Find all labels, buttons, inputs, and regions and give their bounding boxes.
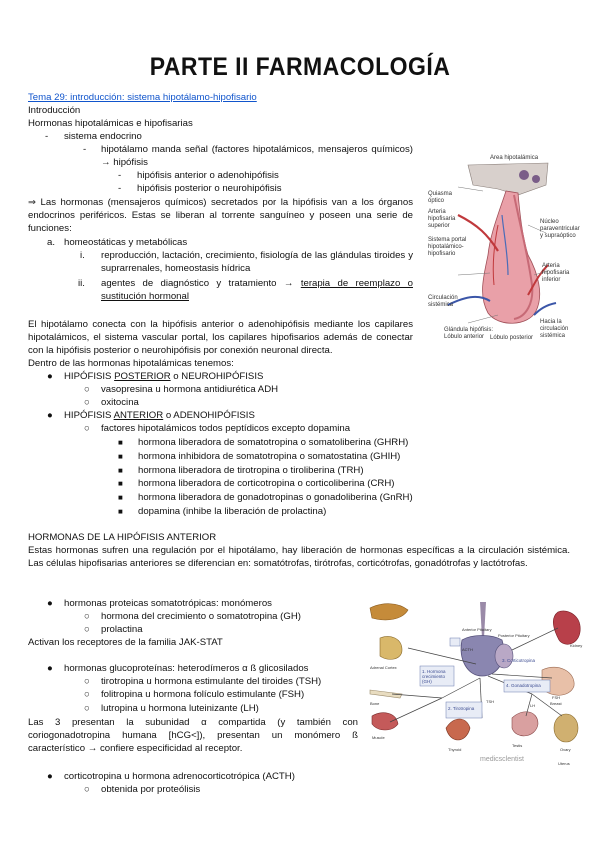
figure-label: Ovary bbox=[560, 747, 571, 752]
figure-label: Area hipotalámica bbox=[490, 155, 539, 161]
hypothalamus-item: hipotálamo manda señal (factores hipotalámicos, mensajeros químicos) → hipófisis bbox=[101, 144, 413, 168]
connection-paragraph: El hipotálamo conecta con la hipófisis anterior o adenohipófisis mediante los capilares hipotalámicos, el sistema vascular portal, los capilares hipofisarios además de conectar con la hipófisis posterior o neurohipófisis por conexión neuronal directa. bbox=[28, 319, 413, 356]
figure-label: LH bbox=[530, 703, 536, 708]
figure-label: Thyroid bbox=[448, 747, 462, 752]
within-heading: Dentro de las hormonas hipotalámicas tenemos: bbox=[28, 358, 234, 369]
anterior-heading-a: HIPÓFISIS bbox=[64, 410, 114, 421]
endocrine-item: sistema endocrino bbox=[64, 131, 142, 142]
bullet: ● bbox=[47, 371, 53, 382]
proteic-item: hormona del crecimiento o somatotropina (GH) bbox=[101, 611, 301, 622]
figure-label: 4. Gonadotropina bbox=[506, 683, 541, 688]
glyco-item: folitropina u hormona folículo estimulante (FSH) bbox=[101, 689, 305, 700]
circle-bullet: ○ bbox=[84, 423, 90, 434]
glyco-item: tirotropina u hormona estimulante del tiroides (TSH) bbox=[101, 676, 322, 687]
topic-link[interactable]: Tema 29: introducción: sistema hipotálamo-hipofisario bbox=[28, 92, 257, 103]
hormones-paragraph: ⇒ Las hormonas (mensajeros químicos) secretados por la hipófisis van a los órganos endocrinos periféricos. Estas se liberan al torrente sanguíneo y poseen una serie de funciones: bbox=[28, 197, 413, 234]
circle-bullet: ○ bbox=[84, 784, 90, 795]
circle-bullet: ○ bbox=[84, 689, 90, 700]
intro-heading: Introducción bbox=[28, 105, 81, 116]
square-bullet: ■ bbox=[118, 507, 123, 516]
figure-label: ACTH bbox=[462, 647, 473, 652]
hormones-heading: Hormonas hipotalámicas e hipofisarias bbox=[28, 118, 193, 129]
circle-bullet: ○ bbox=[84, 384, 90, 395]
dash-bullet: - bbox=[118, 183, 122, 194]
function-a-ii-text: agentes de diagnóstico y tratamiento → bbox=[101, 278, 301, 289]
page-title: PARTE II FARMACOLOGÍA bbox=[149, 53, 451, 81]
square-bullet: ■ bbox=[118, 438, 123, 447]
jakstat-line: Activan los receptores de la familia JAK-STAT bbox=[28, 637, 223, 648]
list-marker-i: i. bbox=[80, 250, 85, 261]
replacement-therapy-link[interactable]: terapia de reemplazo o sustitución hormonal bbox=[101, 278, 413, 302]
figure-label: Posterior Pituitary bbox=[498, 633, 530, 638]
proteic-heading: hormonas proteicas somatotrópicas: monómeros bbox=[64, 598, 272, 609]
figure-label: Núcleo paraventricular y supraóptico bbox=[540, 219, 580, 239]
hypothalamus-pituitary-figure bbox=[428, 155, 578, 345]
targets-illustration bbox=[362, 598, 592, 768]
figure-label: Muscle bbox=[372, 735, 385, 740]
bullet: ● bbox=[47, 410, 53, 421]
figure-label: Quiasma óptico bbox=[428, 191, 453, 204]
hypothalamic-factor: dopamina (inhibe la liberación de prolactina) bbox=[138, 506, 327, 517]
glyco-heading: hormonas glucoproteínas: heterodímeros α ß glicosilados bbox=[64, 663, 309, 674]
figure-label: Breast bbox=[550, 701, 562, 706]
anterior-pituitary-item: hipófisis anterior o adenohipófisis bbox=[137, 170, 279, 181]
circle-bullet: ○ bbox=[84, 676, 90, 687]
figure-label: Kidney bbox=[570, 643, 583, 648]
figure-label: Glándula hipófisis: Lóbulo anterior bbox=[444, 327, 494, 340]
dash-bullet: - bbox=[118, 170, 122, 181]
circle-bullet: ○ bbox=[84, 611, 90, 622]
posterior-heading-c: o NEUROHIPÓFISIS bbox=[170, 371, 264, 382]
dash-bullet: - bbox=[45, 131, 49, 142]
posterior-heading-b: POSTERIOR bbox=[114, 371, 171, 382]
figure-label: 1. Hormona crecimiento (GH) bbox=[422, 669, 446, 684]
bullet: ● bbox=[47, 663, 53, 674]
figure-label: TSH bbox=[486, 699, 494, 704]
acth-heading: corticotropina u hormona adrenocorticotrópica (ACTH) bbox=[64, 771, 295, 782]
figure-label: Arteria hipofisaria inferior bbox=[542, 263, 570, 283]
proteic-item: prolactina bbox=[101, 624, 143, 635]
posterior-item: vasopresina u hormona antidiurética ADH bbox=[101, 384, 279, 395]
figure-label: Hacia la circulación sistémica bbox=[540, 319, 569, 339]
figure-label: Lóbulo posterior bbox=[490, 335, 534, 341]
circle-bullet: ○ bbox=[84, 397, 90, 408]
bullet: ● bbox=[47, 771, 53, 782]
figure-label: Bone bbox=[370, 701, 380, 706]
figure-label: Adrenal Cortex bbox=[370, 665, 397, 670]
figure-label: Circulación sistémica bbox=[428, 295, 458, 308]
square-bullet: ■ bbox=[118, 479, 123, 488]
section-2-paragraph: Estas hormonas sufren una regulación por el hipotálamo, hay liberación de hormonas específicas a la circulación sistémica. Las células hipofisarias anteriores se diferencian en: somatótrofas, tirótrofas, corticótrofas, gonadótrofas y lactótrofas. bbox=[28, 545, 570, 569]
figure-label: Testis bbox=[512, 743, 523, 748]
list-marker-ii: ii. bbox=[78, 278, 85, 289]
posterior-pituitary-item: hipófisis posterior o neurohipófisis bbox=[137, 183, 282, 194]
figure-label: Anterior Pituitary bbox=[462, 627, 492, 632]
posterior-heading-a: HIPÓFISIS bbox=[64, 371, 115, 382]
bullet: ● bbox=[47, 598, 53, 609]
circle-bullet: ○ bbox=[84, 703, 90, 714]
hypothalamic-factor: hormona inhibidora de somatotropina o somatostatina (GHIH) bbox=[138, 451, 401, 462]
acth-item: obtenida por proteólisis bbox=[101, 784, 201, 795]
glyco-item: lutropina u hormona luteinizante (LH) bbox=[101, 703, 259, 714]
circle-bullet: ○ bbox=[84, 624, 90, 635]
square-bullet: ■ bbox=[118, 493, 123, 502]
figure-label: Arteria hipofisaria superior bbox=[428, 209, 456, 229]
figure-label: FSH bbox=[552, 695, 560, 700]
anterior-heading bbox=[64, 409, 255, 422]
list-marker-a: a. bbox=[47, 237, 56, 248]
posterior-heading bbox=[64, 370, 263, 383]
hypothalamic-factor: hormona liberadora de tirotropina o tiroliberina (TRH) bbox=[138, 465, 364, 476]
section-2-heading: HORMONAS DE LA HIPÓFISIS ANTERIOR bbox=[28, 532, 217, 543]
figure-label: Sistema portal hipotalámico-hipofisario bbox=[428, 237, 467, 257]
figure-label: 3. Corticotropina bbox=[502, 658, 536, 663]
anterior-heading-b: ANTERIOR bbox=[113, 410, 164, 421]
dash-bullet: - bbox=[83, 144, 87, 155]
subunit-paragraph: Las 3 presentan la subunidad α compartida (y también con coriogonadotropina humana [hCG<]), presentan un monómero ß característico → confiere especificidad al receptor. bbox=[28, 717, 358, 754]
pituitary-targets-figure bbox=[362, 598, 592, 768]
anterior-heading-c: o ADENOHIPÓFISIS bbox=[163, 410, 255, 421]
figure-label: Uterus bbox=[558, 761, 570, 766]
function-a: homeostáticas y metabólicas bbox=[64, 237, 188, 248]
function-a-ii bbox=[101, 277, 413, 303]
hypothalamic-factor: hormona liberadora de somatotropina o somatoliberina (GHRH) bbox=[138, 437, 409, 448]
square-bullet: ■ bbox=[118, 466, 123, 475]
hypothalamic-factor: hormona liberadora de gonadotropinas o gonadoliberina (GnRH) bbox=[138, 492, 413, 503]
hypothalamic-factor: hormona liberadora de corticotropina o corticoliberina (CRH) bbox=[138, 478, 395, 489]
figure-label: 2. Tirotropina bbox=[448, 706, 475, 711]
anterior-factors: factores hipotalámicos todos peptídicos excepto dopamina bbox=[101, 423, 351, 434]
square-bullet: ■ bbox=[118, 452, 123, 461]
function-a-i: reproducción, lactación, crecimiento, fisiología de las glándulas tiroides y suprarrenales, homeostasis hídrica bbox=[101, 250, 413, 274]
figure-watermark: medicsclentist bbox=[480, 756, 524, 763]
posterior-item: oxitocina bbox=[101, 397, 139, 408]
